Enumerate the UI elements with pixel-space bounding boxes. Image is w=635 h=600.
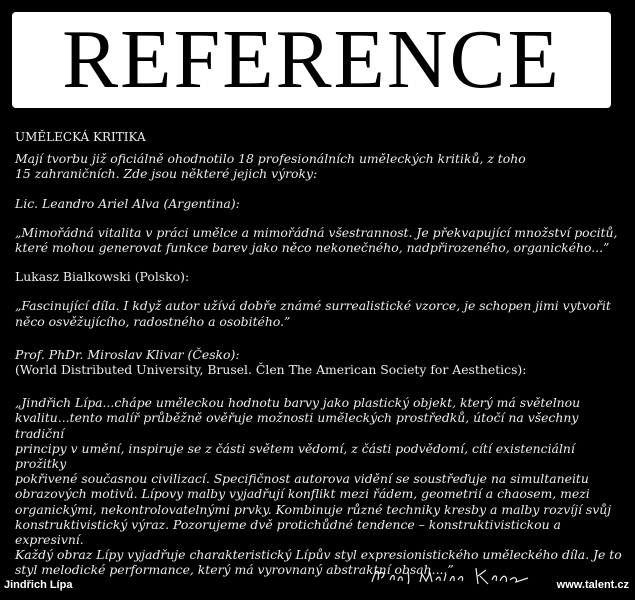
critic-3-quote-line: kvalitu...tento malíř průběžně ověřuje možnosti uměleckých prostředků, útočí na všechny tradiční [15,410,579,441]
critique-content [15,130,627,578]
critic-3-affiliation: (World Distributed University, Brusel. Člen The American Society for Aesthetics): [15,362,527,378]
critic-3-quote-line: organickými, nekontrolovatelnými prvky. Kombinuje různé techniky kresby a malby rozvíjí svůj [15,501,612,517]
intro-line-2: 15 zahraničních. Zde jsou některé jejich výroky: [15,166,318,182]
critic-3-quote-line: principy v umění, inspiruje se z části světem vědomí, z části podvědomí, cítí existenciální prožitky [15,440,575,472]
reference-banner [12,12,611,108]
critic-3-quote-line: konstruktivistický výraz. Pozorujeme dvě protichůdné tendence – konstruktivistickou a expresivní. [15,516,561,548]
section-title: UMĚLECKÁ KRITIKA [15,130,146,144]
critic-1-quote-line-1: „Mimořádná vitalita v práci umělce a mimořádná všestrannost. Je překvapující množství pocitů, [15,224,618,240]
critic-2-name: Lukasz Bialkowski (Polsko): [15,269,190,285]
banner-title: REFERENCE [62,13,561,106]
critic-3-quote-line: „Jindřich Lípa...chápe uměleckou hodnotu barvy jako plastický objekt, který má světelnou [15,395,581,411]
critic-3-quote [15,395,627,577]
critic-3-quote-line: obrazových motivů. Lípovy malby vyjadřují konflikt mezi řádem, geometrií a chaosem, mezi [15,486,590,502]
critic-3-quote-line: Každý obraz Lípy vyjadřuje charakteristický Lípův styl expresionistického uměleckého díla. Je to [15,547,622,563]
critic-3-name: Prof. PhDr. Miroslav Klivar (Česko): [15,346,240,362]
critic-2-quote-line-2: něco osvěžujícího, radostného a osobitého.” [15,313,291,329]
critic-3-quote-line: styl melodické performance, který má vyrovnaný abstraktní obsah....” [15,562,454,578]
critic-2-quote-line-1: „Fascinující díla. I když autor užívá dobře známé surrealistické vzorce, je schopen jimi vytvořit [15,298,611,314]
critic-1-name: Lic. Leandro Ariel Alva (Argentina): [15,195,240,211]
footer-website-link[interactable]: www.talent.cz [556,579,629,591]
critic-3-quote-line: pokřivené současnou civilizací. Specifičnost autorova vidění se soustřeďuje na simultaneitu [15,471,589,487]
footer-author: Jindřich Lípa [4,579,73,591]
intro-line-1: Mají tvorbu již oficiálně ohodnotilo 18 profesionálních uměleckých kritiků, z toho [15,151,526,167]
critic-1-quote-line-2: které mohou generovat funkce barev jako něco nekonečného, nadpřirozeného, organického...” [15,240,610,256]
handwritten-signature [368,562,538,590]
